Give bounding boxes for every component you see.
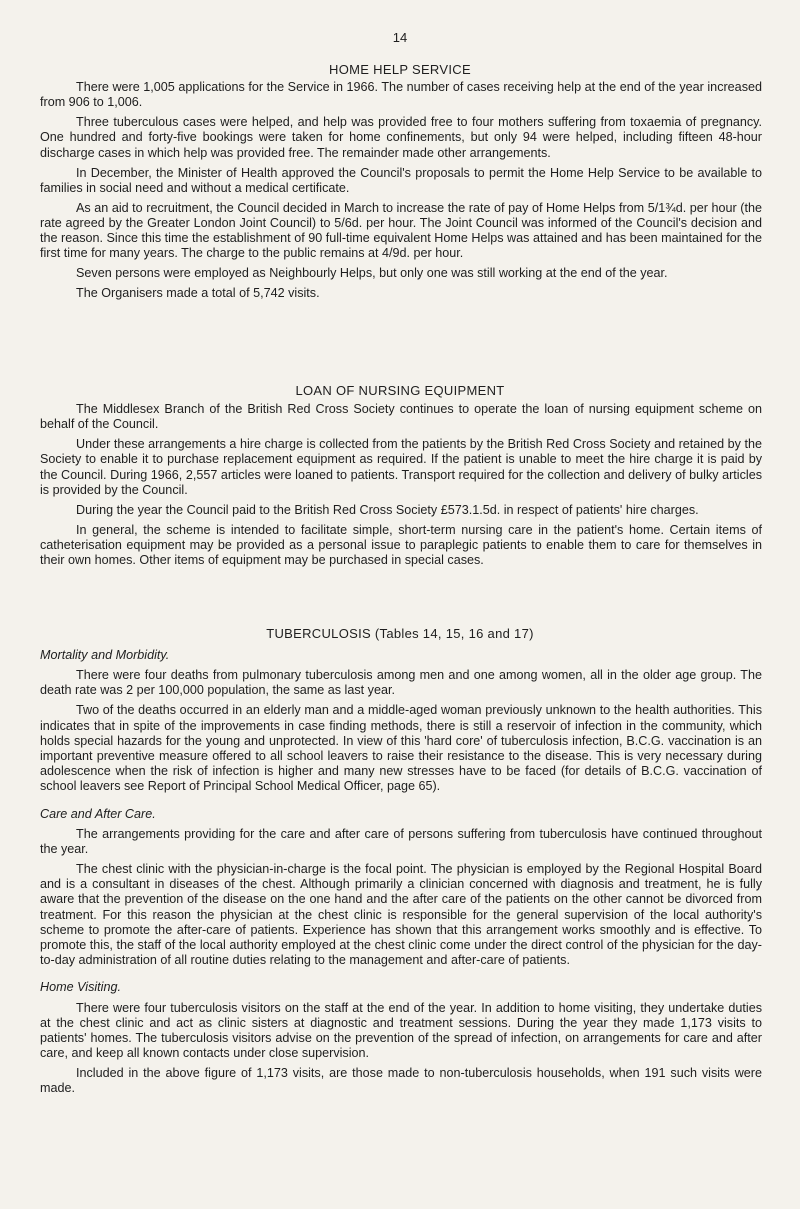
section-title-nursing-equipment: LOAN OF NURSING EQUIPMENT (295, 383, 505, 398)
paragraph: The Middlesex Branch of the British Red Cross Society continues to operate the loan of nursing equipment scheme on behalf of the Council. (40, 402, 762, 432)
paragraph: Two of the deaths occurred in an elderly man and a middle-aged woman previously unknown to the health authorities. This indicates that in spite of the improvements in case finding methods, there is still a reservoir of infection in the community, which holds special hazards for the young and unprotected. In view of this 'hard core' of tuberculosis infection, B.C.G. vaccination is an important preventive measure offered to all school leavers to raise their resistance to the disease. This is very necessary during adolescence when the risk of infection is higher and many new stresses have to be faced (for details of B.C.G. vaccination of school leavers see Report of Principal School Medical Officer, page 65). (40, 703, 762, 794)
section-home-help (40, 80, 762, 306)
paragraph: The arrangements providing for the care and after care of persons suffering from tuberculosis have continued throughout the year. (40, 826, 762, 857)
paragraph: Under these arrangements a hire charge is collected from the patients by the British Red Cross Society and retained by the Society to enable it to purchase replacement equipment as required. If the patient is unable to meet the hire charge it is paid by the Council. During 1966, 2,557 articles were loaned to patients. Transport required for the collection and delivery of bulky articles is provided by the Council. (40, 437, 762, 497)
subsection-heading: Mortality and Morbidity. (40, 648, 170, 662)
section-title-home-help: HOME HELP SERVICE (329, 62, 471, 77)
page-number: 14 (392, 30, 408, 45)
paragraph: There were four deaths from pulmonary tuberculosis among men and one among women, all in the older age group. The death rate was 2 per 100,000 population, the same as last year. (40, 668, 762, 698)
paragraph: There were 1,005 applications for the Service in 1966. The number of cases receiving help at the end of the year increased from 906 to 1,006. (40, 80, 762, 110)
paragraph: Three tuberculous cases were helped, and help was provided free to four mothers suffering from toxaemia of pregnancy. One hundred and forty-five bookings were taken for home confinements, but only 94 were helped, including fifteen 48-hour discharge cases in which help was provided free. The remainder made other arrangements. (40, 115, 762, 160)
paragraph: Included in the above figure of 1,173 visits, are those made to non-tuberculosis households, when 191 such visits were made. (40, 1066, 762, 1096)
paragraph: Seven persons were employed as Neighbourly Helps, but only one was still working at the end of the year. (76, 266, 668, 281)
section-nursing-equipment (40, 402, 762, 573)
paragraph: There were four tuberculosis visitors on the staff at the end of the year. In addition to home visiting, they undertake duties at the chest clinic and act as clinic sisters at diagnostic and treatment sessions. During the year they made 1,173 visits to patients' homes. The tuberculosis visitors advise on the prevention of the spread of infection, on arrangements for care and after care, and keep all known contacts under close supervision. (40, 1000, 762, 1061)
subsection-heading: Care and After Care. (40, 806, 156, 821)
paragraph: In December, the Minister of Health approved the Council's proposals to permit the Home Help Service to be available to families in social need and without a medical certificate. (40, 165, 762, 195)
section-title-tuberculosis: TUBERCULOSIS (Tables 14, 15, 16 and 17) (266, 626, 534, 641)
paragraph: The chest clinic with the physician-in-charge is the focal point. The physician is employed by the Regional Hospital Board and is a consultant in diseases of the chest. Although primarily a clinician concerned with diagnosis and treatment, he is fully aware that the prevention of the disease on the one hand and the after care of the patients on the other cannot be divorced from treatment. For this reason the physician at the chest clinic is responsible for the general supervision of the local authority's scheme to promote the after-care of patients. Experience has shown that this arrangement works smoothly and is effective. To promote this, the staff of the local authority employed at the chest clinic come under the direct control of the physician for the day-to-day administration of all routine duties relating to the management and after-care of patients. (40, 862, 762, 968)
subsection-heading: Home Visiting. (40, 980, 121, 995)
paragraph: In general, the scheme is intended to facilitate simple, short-term nursing care in the patient's home. Certain items of catheterisation equipment may be provided as a personal issue to paraplegic patients to enable them to care for themselves in their own homes. Other items of equipment may be purchased in special cases. (40, 522, 762, 568)
paragraph: During the year the Council paid to the British Red Cross Society £573.1.5d. in respect of patients' hire charges. (76, 502, 699, 517)
section-tuberculosis (40, 648, 762, 1101)
paragraph: The Organisers made a total of 5,742 visits. (76, 286, 320, 301)
paragraph: As an aid to recruitment, the Council decided in March to increase the rate of pay of Home Helps from 5/1¾d. per hour (the rate agreed by the Greater London Joint Council) to 5/6d. per hour. The Joint Council was informed of the Council's decision and the reason. Since this time the establishment of 90 full-time equivalent Home Helps was attained and has been maintained for the first time for many years. The charge to the public remains at 4/9d. per hour. (40, 200, 762, 261)
